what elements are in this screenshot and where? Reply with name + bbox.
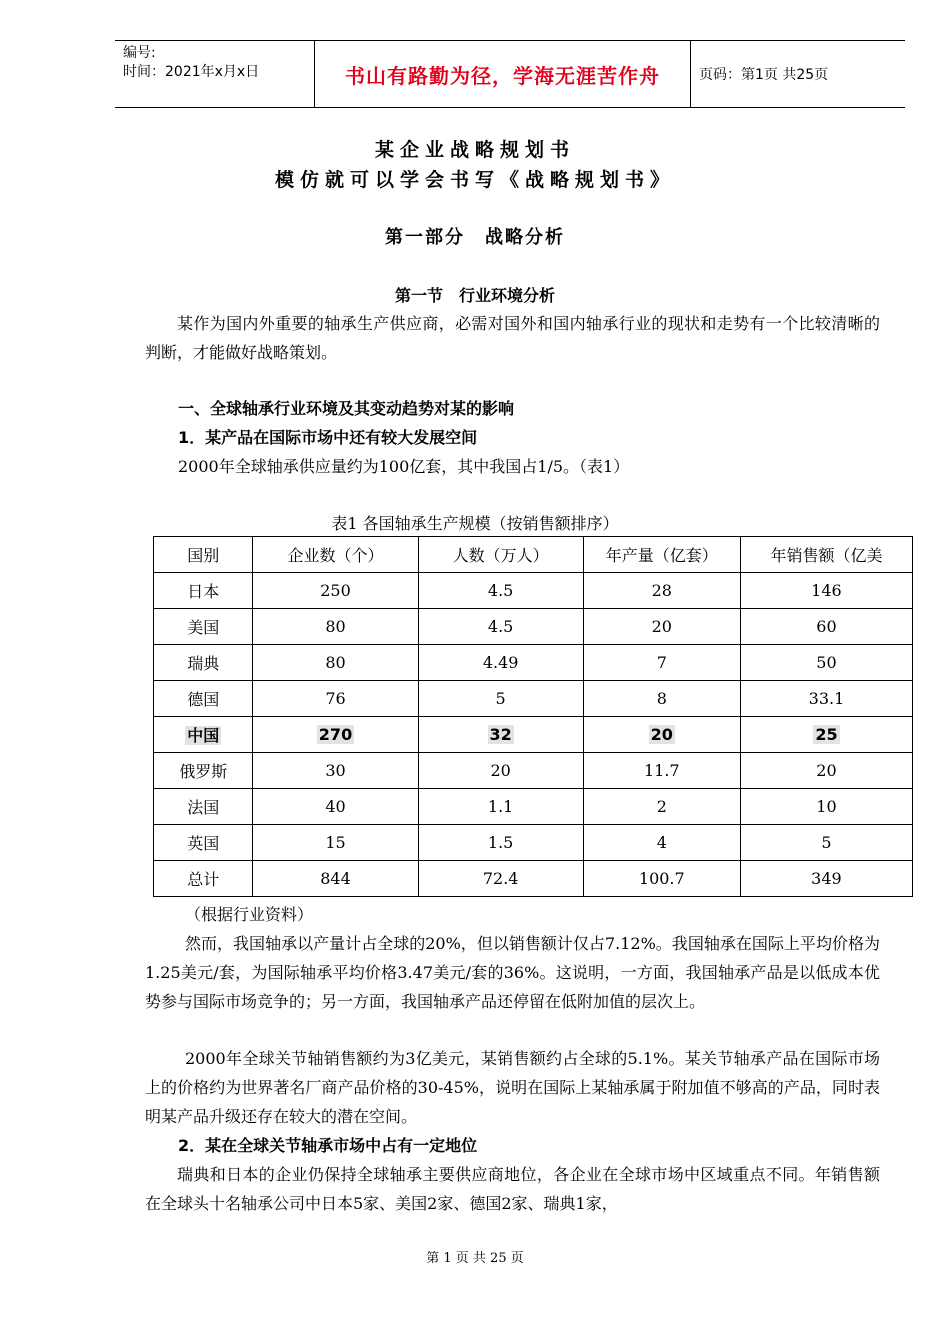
table-cell: 7 — [583, 645, 740, 681]
table-header-cell: 年销售额（亿美 — [740, 537, 912, 573]
table-cell: 20 — [583, 609, 740, 645]
table-row — [154, 789, 913, 825]
table-cell: 28 — [583, 573, 740, 609]
table-cell-text: 20 — [650, 725, 673, 744]
table-cell: 844 — [253, 861, 418, 897]
document-title: 某企业战略规划书 — [374, 139, 575, 161]
table-cell: 1.5 — [418, 825, 583, 861]
table-cell — [740, 717, 912, 753]
table-cell-text: 32 — [489, 725, 512, 744]
table-row — [154, 645, 913, 681]
table-cell: 1.1 — [418, 789, 583, 825]
table-row — [154, 753, 913, 789]
table-cell: 5 — [418, 681, 583, 717]
document-time-label: 时间：2021年x月x日 — [123, 64, 260, 80]
table-cell: 8 — [583, 681, 740, 717]
table-cell: 10 — [740, 789, 912, 825]
table-header-cell: 国别 — [154, 537, 253, 573]
table-cell: 80 — [253, 645, 418, 681]
table-cell: 15 — [253, 825, 418, 861]
table-cell: 40 — [253, 789, 418, 825]
table-row — [154, 573, 913, 609]
table-row-highlighted — [154, 717, 913, 753]
table-cell: 英国 — [154, 825, 253, 861]
table-cell: 总计 — [154, 861, 253, 897]
table-cell: 4 — [583, 825, 740, 861]
heading-global-industry: 一、全球轴承行业环境及其变动趋势对某的影响 — [178, 399, 515, 418]
bearing-production-table — [153, 536, 913, 897]
table-cell: 80 — [253, 609, 418, 645]
analysis-paragraph-1: 然而，我国轴承以产量计占全球的20%，但以销售额计仅占7.12%。我国轴承在国际上平均价格为1.25美元/套，为国际轴承平均价格3.47美元/套的36%。这说明，一方面，我国轴承产品是以低成本优势参与国际市场竞争的；另一方面，我国轴承产品还停留在低附加值的层次上。 — [145, 934, 880, 1011]
table-header-cell: 人数（万人） — [418, 537, 583, 573]
table-row-total — [154, 861, 913, 897]
table-cell-text: 270 — [318, 725, 353, 744]
table-cell: 250 — [253, 573, 418, 609]
table-cell: 11.7 — [583, 753, 740, 789]
table-cell: 33.1 — [740, 681, 912, 717]
table-cell — [583, 717, 740, 753]
table-cell: 美国 — [154, 609, 253, 645]
table-row — [154, 681, 913, 717]
section-heading: 第一节 行业环境分析 — [394, 286, 555, 305]
header-motto-cell — [315, 41, 691, 107]
document-subtitle: 模仿就可以学会书写《战略规划书》 — [274, 169, 675, 191]
table-cell: 日本 — [154, 573, 253, 609]
table-header-cell: 年产量（亿套） — [583, 537, 740, 573]
heading-market-space: 1．某产品在国际市场中还有较大发展空间 — [178, 428, 478, 447]
table-cell: 20 — [418, 753, 583, 789]
part-heading: 第一部分 战略分析 — [385, 227, 565, 248]
table-cell: 4.5 — [418, 573, 583, 609]
heading-joint-bearing-market: 2．某在全球关节轴承市场中占有一定地位 — [178, 1136, 478, 1155]
document-number-label: 编号: — [123, 45, 156, 61]
table-cell: 349 — [740, 861, 912, 897]
table-cell: 30 — [253, 753, 418, 789]
table-cell: 60 — [740, 609, 912, 645]
table-cell — [418, 717, 583, 753]
table-header-cell: 企业数（个） — [253, 537, 418, 573]
table-cell: 瑞典 — [154, 645, 253, 681]
table-cell-text: 25 — [815, 725, 838, 744]
header-meta — [115, 41, 315, 107]
table-cell: 100.7 — [583, 861, 740, 897]
table-cell-text: 中国 — [187, 726, 220, 745]
table-header-row — [154, 537, 913, 573]
table-cell: 法国 — [154, 789, 253, 825]
table-cell: 5 — [740, 825, 912, 861]
table-row — [154, 609, 913, 645]
table-cell: 50 — [740, 645, 912, 681]
table-cell — [253, 717, 418, 753]
page-header — [115, 40, 905, 108]
table-cell: 2 — [583, 789, 740, 825]
supply-paragraph: 2000年全球轴承供应量约为100亿套，其中我国占1/5。（表1） — [178, 457, 630, 476]
header-page-label: 页码：第1页 共25页 — [699, 67, 829, 83]
table-cell: 德国 — [154, 681, 253, 717]
analysis-paragraph-3: 瑞典和日本的企业仍保持全球轴承主要供应商地位，各企业在全球市场中区域重点不同。年销售额在全球头十名轴承公司中日本5家、美国2家、德国2家、瑞典1家， — [145, 1165, 880, 1213]
table-cell — [154, 717, 253, 753]
table-cell: 72.4 — [418, 861, 583, 897]
table-caption: 表1 各国轴承生产规模（按销售额排序） — [331, 514, 619, 533]
table-row — [154, 825, 913, 861]
header-motto: 书山有路勤为径，学海无涯苦作舟 — [345, 63, 660, 88]
table-cell: 20 — [740, 753, 912, 789]
page-footer: 第 1 页 共 25 页 — [426, 1251, 524, 1266]
header-page-cell — [691, 41, 905, 107]
table-cell: 俄罗斯 — [154, 753, 253, 789]
analysis-paragraph-2: 2000年全球关节轴销售额约为3亿美元，某销售额约占全球的5.1%。某关节轴承产品在国际市场上的价格约为世界著名厂商产品价格的30-45%，说明在国际上某轴承属于附加值不够高的产品，同时表明某产品升级还存在较大的潜在空间。 — [145, 1049, 880, 1126]
table-cell: 4.49 — [418, 645, 583, 681]
table-cell: 146 — [740, 573, 912, 609]
table-cell: 76 — [253, 681, 418, 717]
table-source-note: （根据行业资料） — [185, 905, 314, 924]
intro-paragraph: 某作为国内外重要的轴承生产供应商，必需对国外和国内轴承行业的现状和走势有一个比较清晰的判断，才能做好战略策划。 — [145, 314, 880, 362]
table-cell: 4.5 — [418, 609, 583, 645]
